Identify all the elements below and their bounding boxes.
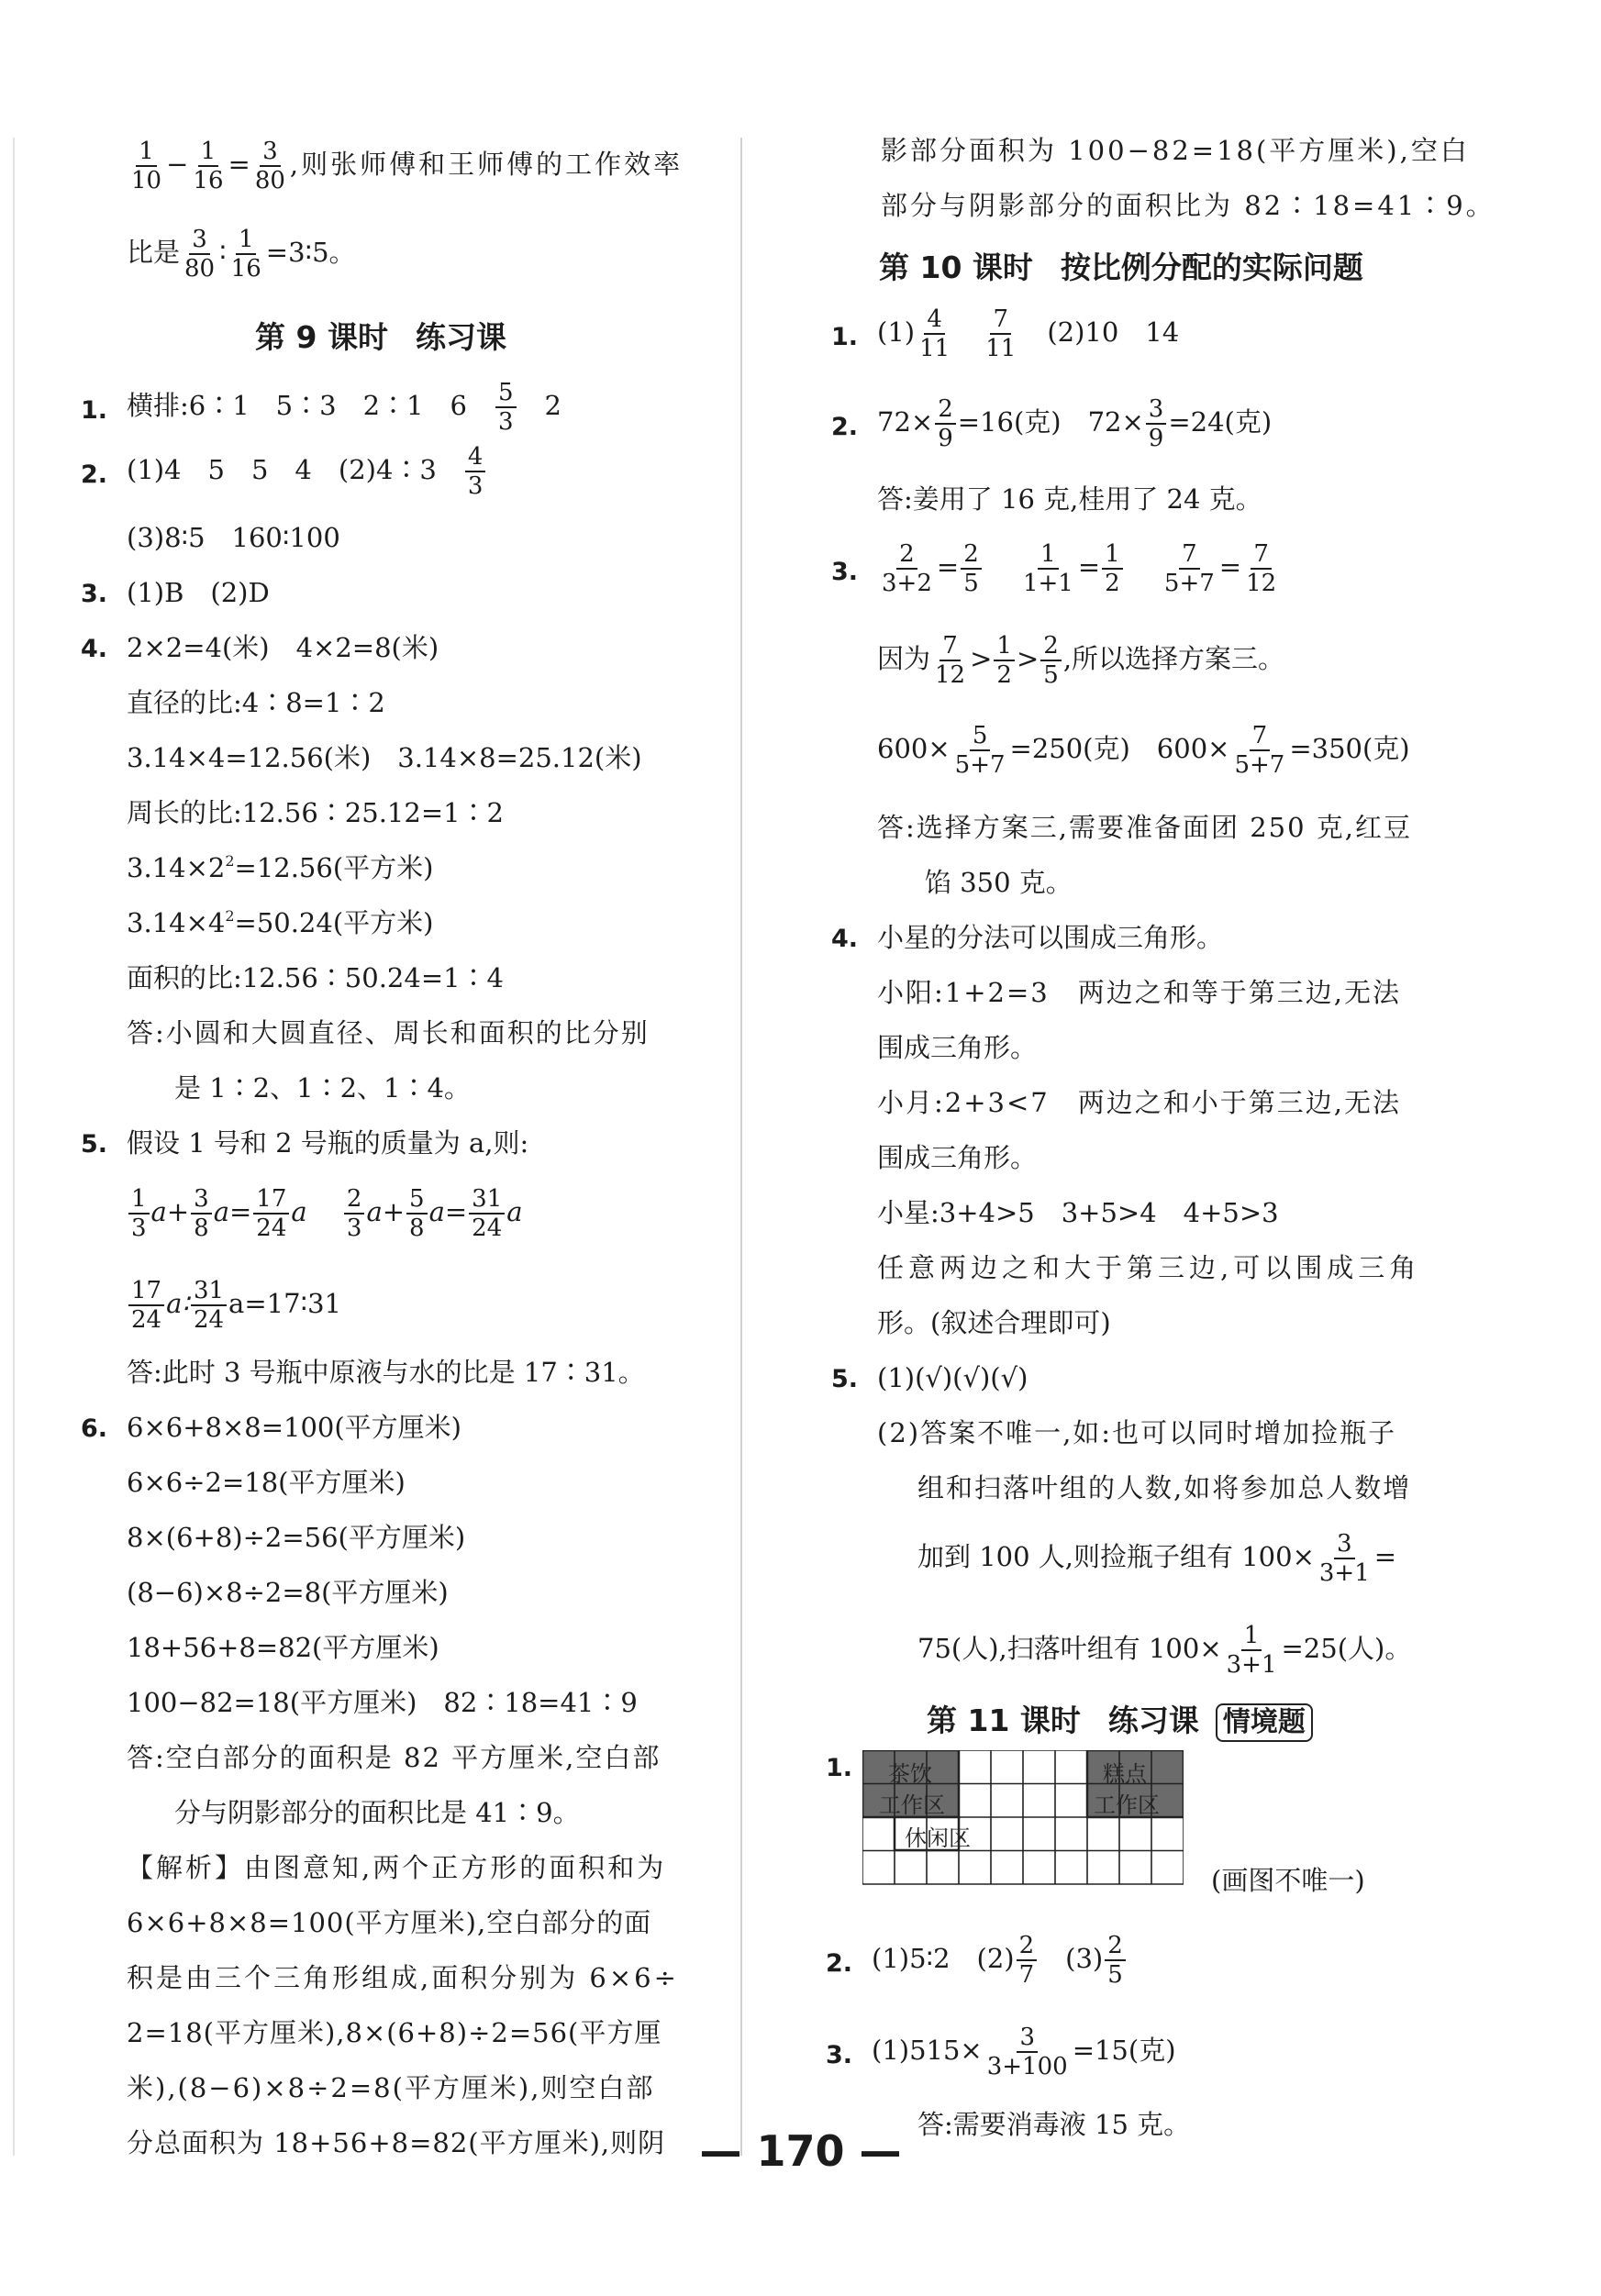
fraction: $\frac{2}{5}$ (1040, 632, 1062, 689)
q10-5-line: 组和扫落叶组的人数,如将参加总人数增 (917, 1472, 1412, 1503)
q4-line: 周长的比:12.56∶25.12=1∶2 (127, 797, 505, 828)
question-number: 6. (81, 1414, 108, 1443)
fraction: $\frac{3}{80}$ (184, 226, 216, 283)
question-number: 4. (831, 925, 859, 953)
question-number: 3. (826, 2041, 853, 2069)
fraction: $\frac{17}{24}$ (253, 1185, 289, 1242)
fraction: $\frac{17}{24}$ (128, 1277, 164, 1334)
lesson-10-heading: 第 10 课时 按比例分配的实际问题 (879, 250, 1363, 285)
fraction: $\frac{2}{5}$ (1105, 1932, 1126, 1989)
fraction: $\frac{2}{9}$ (935, 395, 956, 452)
q6-line: 6×6+8×8=100(平方厘米) (127, 1412, 461, 1443)
q10-4-line: 小星:3+4>5 3+5>4 4+5>3 (877, 1197, 1279, 1228)
q10-4-line: 形。(叙述合理即可) (877, 1307, 1111, 1338)
fraction: $\frac{5}{8}$ (406, 1185, 428, 1242)
q11-2-answer: (1)5∶2 (2) $\frac{2}{7}$ (3) $\frac{2}{5}$ (872, 1932, 1128, 1989)
fraction: $\frac{2}{5}$ (961, 540, 982, 597)
fraction: $\frac{7}{11}$ (985, 305, 1017, 362)
q10-5-line: (2)答案不唯一,如:也可以同时增加捡瓶子 (877, 1417, 1397, 1448)
cell-label: 糕点 (1103, 1761, 1147, 1787)
fraction: $\frac{31}{24}$ (469, 1185, 505, 1242)
page-number: — 170 — (699, 2126, 902, 2176)
q6-analysis: 分总面积为 18+56+8=82(平方厘米),则阴 (127, 2127, 666, 2158)
q10-5-line: (1)(√)(√)(√) (877, 1362, 1028, 1393)
q10-4-line: 小星的分法可以围成三角形。 (877, 922, 1224, 953)
question-number: 4. (81, 635, 108, 663)
q6-analysis: 【解析】由图意知,两个正方形的面积和为 (127, 1852, 667, 1883)
continuation-line: 部分与阴影部分的面积比为 82∶18=41∶9。 (881, 190, 1495, 221)
q5-line: 假设 1 号和 2 号瓶的质量为 a,则: (127, 1127, 529, 1159)
q4-answer: 答:小圆和大圆直径、周长和面积的比分别 (127, 1017, 650, 1048)
fraction: $\frac{1}{3+1}$ (1226, 1622, 1277, 1679)
fraction: $\frac{1}{16}$ (230, 226, 261, 283)
fraction: $\frac{1}{2}$ (994, 632, 1015, 689)
q11-3-equation: (1)515× $\frac{3}{3+100}$ =15(克) (872, 2024, 1176, 2080)
fraction: $\frac{7}{12}$ (1246, 540, 1277, 597)
q10-4-line: 围成三角形。 (877, 1032, 1038, 1063)
fraction: $\frac{1}{10}$ (131, 138, 162, 194)
q10-3-equation: $\frac{2}{3+2}$ = $\frac{2}{5}$ $\frac{1}{1+1}$ = $\frac{1}{2}$ $\frac{7}{5+7}$ = $\frac{7}{12}$ (877, 540, 1281, 597)
question-number: 3. (831, 558, 859, 586)
lesson-9-heading: 第 9 课时 练习课 (255, 319, 506, 355)
continuation-line-1: $\frac{1}{10}$ − $\frac{1}{16}$ = $\frac{3}{80}$ ,则张师傅和王师傅的工作效率 (127, 138, 683, 194)
q3-answer: (1)B (2)D (127, 577, 270, 608)
fraction: $\frac{3}{8}$ (191, 1185, 212, 1242)
q4-line: $3.14\times 4^2=50.24$(平方米) (127, 907, 434, 938)
layout-grid-diagram (862, 1750, 1184, 1897)
fraction: $\frac{5}{3}$ (495, 379, 517, 436)
q10-2-answer: 答:姜用了 16 克,桂用了 24 克。 (877, 483, 1262, 515)
q5-equation: $\frac{1}{3}$ a+ $\frac{3}{8}$ a= $\frac{17}{24}$ a $\frac{2}{3}$ a+ $\frac{5}{8}$ a= $\frac{31}{24}$ a (127, 1185, 523, 1242)
question-number: 1. (831, 323, 859, 351)
column-divider (740, 138, 742, 2156)
question-number: 2. (831, 413, 859, 441)
q4-line: 直径的比:4∶8=1∶2 (127, 687, 385, 718)
fraction: $\frac{7}{5+7}$ (1234, 722, 1285, 779)
q6-analysis: 2=18(平方厘米),8×(6+8)÷2=56(平方厘 (127, 2017, 662, 2048)
fraction: $\frac{4}{11}$ (919, 305, 951, 362)
fraction: $\frac{1}{2}$ (1102, 540, 1123, 597)
q2-answer-line-2: (3)8∶5 160∶100 (127, 522, 340, 553)
q10-4-line: 任意两边之和大于第三边,可以围成三角 (877, 1252, 1421, 1283)
fraction: $\frac{1}{1+1}$ (1022, 540, 1073, 597)
question-number: 3. (81, 580, 108, 608)
question-number: 2. (826, 1949, 853, 1978)
q10-4-line: 小月:2+3<7 两边之和小于第三边,无法 (877, 1087, 1401, 1118)
fraction: $\frac{1}{3}$ (128, 1185, 150, 1242)
question-number: 5. (81, 1130, 108, 1159)
q6-line: 6×6÷2=18(平方厘米) (127, 1467, 406, 1498)
cell-label: 工作区 (879, 1792, 945, 1818)
fraction: $\frac{3}{3+100}$ (986, 2024, 1068, 2080)
lesson-11-heading: 第 11 课时 练习课 情境题 (927, 1697, 1313, 1742)
q10-3-compare: 因为 $\frac{7}{12}$ > $\frac{1}{2}$ > $\frac{2}{5}$ ,所以选择方案三。 (877, 632, 1285, 689)
fraction: $\frac{3}{3+1}$ (1318, 1530, 1370, 1587)
question-number: 1. (826, 1754, 853, 1782)
q10-4-line: 小阳:1+2=3 两边之和等于第三边,无法 (877, 977, 1401, 1008)
cell-label: 茶饮 (888, 1761, 932, 1787)
continuation-line-2: 比是 $\frac{3}{80}$ ∶ $\frac{1}{16}$ =3∶5。 (127, 226, 356, 283)
fraction: $\frac{5}{5+7}$ (954, 722, 1006, 779)
q6-answer: 答:空白部分的面积是 82 平方厘米,空白部 (127, 1742, 662, 1773)
cell-label: 休闲区 (905, 1825, 971, 1851)
q10-3-calc: 600× $\frac{5}{5+7}$ =250(克) 600× $\frac{7}{5+7}$ =350(克) (877, 722, 1410, 779)
scenario-tag: 情境题 (1216, 1703, 1313, 1742)
q10-5-line: 75(人),扫落叶组有 100× $\frac{1}{3+1}$ =25(人)。 (917, 1622, 1412, 1679)
fraction: $\frac{3}{9}$ (1146, 395, 1167, 452)
q10-3-answer: 答:选择方案三,需要准备面团 250 克,红豆 (877, 812, 1412, 843)
q10-5-line: 加到 100 人,则捡瓶子组有 100× $\frac{3}{3+1}$ = (917, 1530, 1397, 1587)
q11-3-answer: 答:需要消毒液 15 克。 (917, 2109, 1191, 2140)
q2-answer-line-1: (1)4 5 5 4 (2)4∶3 $\frac{4}{3}$ (127, 443, 487, 500)
q5-answer: 答:此时 3 号瓶中原液与水的比是 17∶31。 (127, 1357, 645, 1388)
q6-line: 8×(6+8)÷2=56(平方厘米) (127, 1522, 466, 1553)
q6-line: 18+56+8=82(平方厘米) (127, 1632, 439, 1663)
q4-line: $3.14\times 2^2=12.56$(平方米) (127, 852, 434, 883)
q10-4-line: 围成三角形。 (877, 1142, 1038, 1173)
q6-line: 100−82=18(平方厘米) 82∶18=41∶9 (127, 1687, 638, 1718)
fraction: $\frac{1}{16}$ (193, 138, 224, 194)
q1-answer: 横排:6∶1 5∶3 2∶1 6 $\frac{5}{3}$ 2 (127, 379, 561, 436)
question-number: 5. (831, 1365, 859, 1393)
fraction: $\frac{2}{3+2}$ (882, 540, 932, 597)
fraction: $\frac{3}{80}$ (254, 138, 285, 194)
fraction: $\frac{2}{3}$ (344, 1185, 365, 1242)
q5-equation: $\frac{17}{24}$ a∶ $\frac{31}{24}$ a=17∶31 (127, 1277, 341, 1334)
left-margin-rule (13, 138, 15, 2156)
q6-answer: 分与阴影部分的面积比是 41∶9。 (174, 1797, 580, 1828)
q4-line: 面积的比:12.56∶50.24=1∶4 (127, 962, 505, 993)
q6-analysis: 6×6+8×8=100(平方厘米),空白部分的面 (127, 1907, 652, 1938)
question-number: 1. (81, 396, 108, 425)
q10-3-answer: 馅 350 克。 (925, 867, 1073, 898)
q4-answer: 是 1∶2、1∶2、1∶4。 (174, 1072, 471, 1104)
fraction: $\frac{4}{3}$ (465, 443, 486, 500)
continuation-line: 影部分面积为 100−82=18(平方厘米),空白 (881, 135, 1470, 166)
q6-analysis: 积是由三个三角形组成,面积分别为 6×6÷ (127, 1962, 679, 1993)
q6-line: (8−6)×8÷2=8(平方厘米) (127, 1577, 449, 1608)
q6-analysis: 米),(8−6)×8÷2=8(平方厘米),则空白部 (127, 2072, 655, 2103)
q4-line: 2×2=4(米) 4×2=8(米) (127, 632, 439, 663)
question-number: 2. (81, 460, 108, 489)
fraction: $\frac{7}{5+7}$ (1163, 540, 1215, 597)
fraction: $\frac{2}{7}$ (1017, 1932, 1038, 1989)
q10-2-equation: 72× $\frac{2}{9}$ =16(克) 72× $\frac{3}{9}$ =24(克) (877, 395, 1273, 452)
fraction: $\frac{7}{12}$ (935, 632, 966, 689)
grid-note: (画图不唯一) (1211, 1865, 1365, 1896)
q10-1-answer: (1) $\frac{4}{11}$ $\frac{7}{11}$ (2)10 14 (877, 305, 1180, 362)
q4-line: 3.14×4=12.56(米) 3.14×8=25.12(米) (127, 742, 642, 773)
fraction: $\frac{31}{24}$ (191, 1277, 227, 1334)
cell-label: 工作区 (1094, 1792, 1160, 1818)
